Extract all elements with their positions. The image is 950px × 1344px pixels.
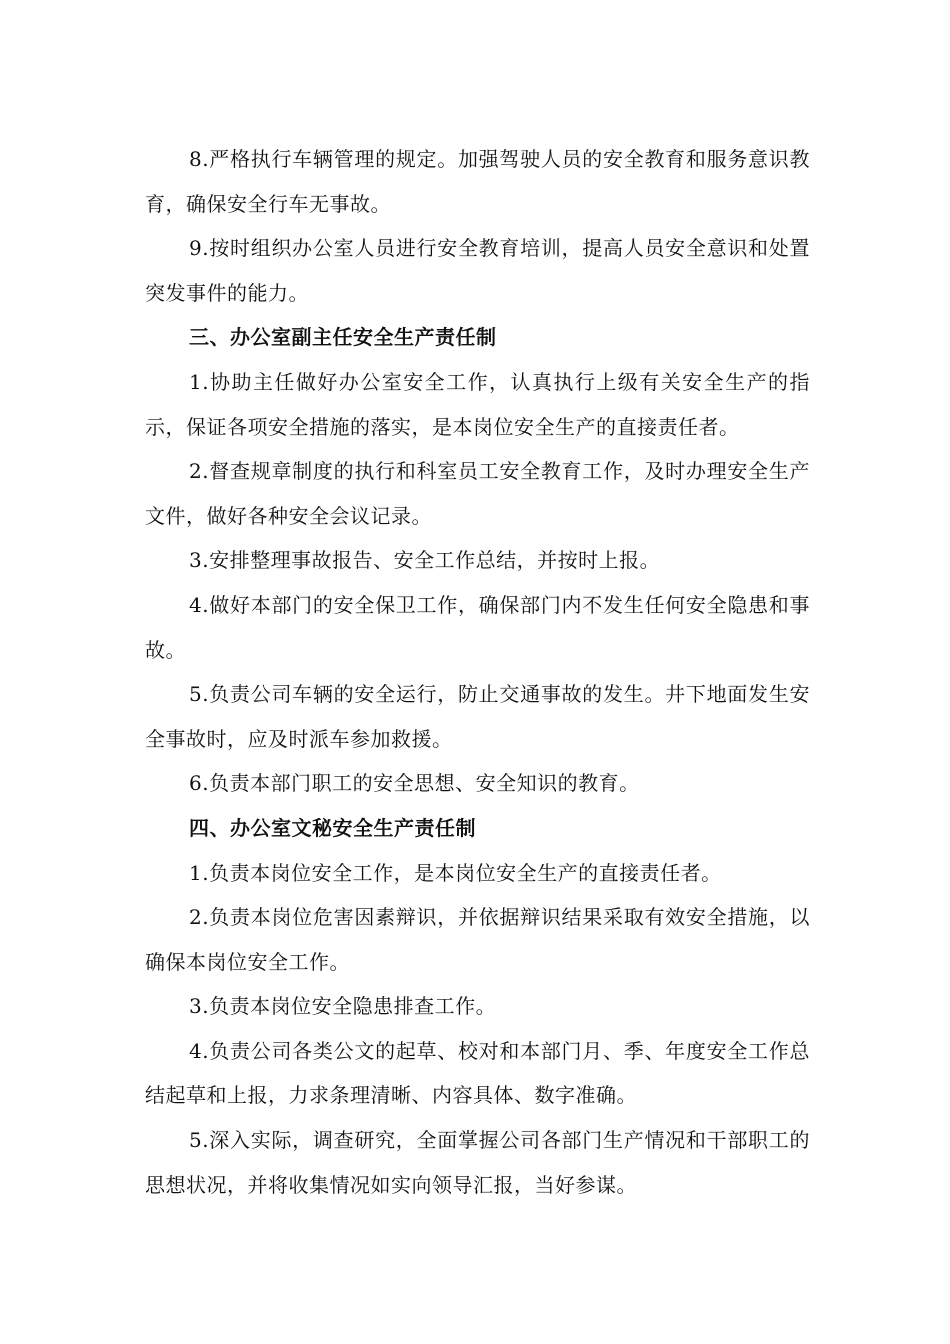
paragraph-item-4-2: 2.负责本岗位危害因素辩识，并依据辩识结果采取有效安全措施，以确保本岗位安全工作。	[145, 905, 810, 974]
paragraph-item-8: 8.严格执行车辆管理的规定。加强驾驶人员的安全教育和服务意识教育，确保安全行车无事故。	[145, 147, 810, 216]
paragraph-item-4-5: 5.深入实际，调查研究，全面掌握公司各部门生产情况和干部职工的思想状况，并将收集情况如实向领导汇报，当好参谋。	[145, 1128, 810, 1197]
section-heading-4: 四、办公室文秘安全生产责任制	[189, 815, 476, 840]
paragraph-item-3-3: 3.安排整理事故报告、安全工作总结，并按时上报。	[189, 548, 661, 573]
paragraph-item-3-5: 5.负责公司车辆的安全运行，防止交通事故的发生。井下地面发生安全事故时，应及时派车参加救援。	[145, 682, 810, 751]
paragraph-item-9: 9.按时组织办公室人员进行安全教育培训，提高人员安全意识和处置突发事件的能力。	[145, 236, 810, 305]
paragraph-item-4-3: 3.负责本岗位安全隐患排查工作。	[189, 994, 497, 1019]
paragraph-item-3-2: 2.督查规章制度的执行和科室员工安全教育工作，及时办理安全生产文件，做好各种安全会议记录。	[145, 459, 810, 528]
paragraph-item-4-1: 1.负责本岗位安全工作，是本岗位安全生产的直接责任者。	[189, 860, 722, 885]
document-body	[145, 137, 810, 1207]
paragraph-item-3-6: 6.负责本部门职工的安全思想、安全知识的教育。	[189, 771, 640, 796]
section-heading-3: 三、办公室副主任安全生产责任制	[189, 325, 497, 350]
paragraph-item-3-4: 4.做好本部门的安全保卫工作，确保部门内不发生任何安全隐患和事故。	[145, 592, 810, 662]
paragraph-item-4-4: 4.负责公司各类公文的起草、校对和本部门月、季、年度安全工作总结起草和上报，力求条理清晰、内容具体、数字准确。	[145, 1038, 810, 1108]
paragraph-item-3-1: 1.协助主任做好办公室安全工作，认真执行上级有关安全生产的指示，保证各项安全措施的落实，是本岗位安全生产的直接责任者。	[145, 369, 810, 439]
